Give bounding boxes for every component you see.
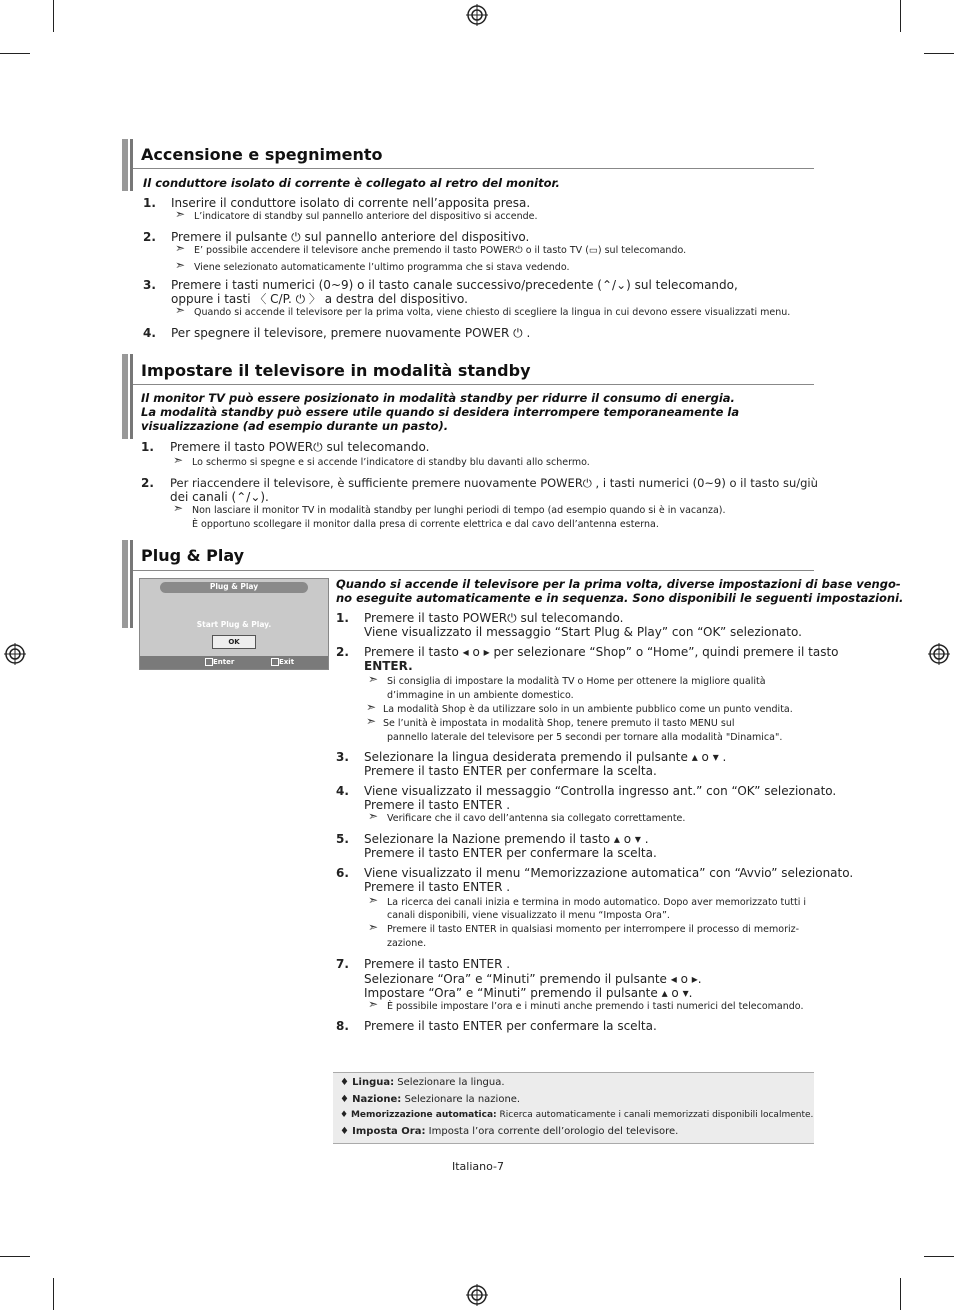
osd-title: Plug & Play <box>209 582 259 591</box>
crop-mark <box>900 1278 901 1310</box>
crop-mark <box>0 53 30 54</box>
note-arrow-icon: ➣ <box>175 207 186 221</box>
step-text: Premere il pulsante ⏻ sul pannello anteriore del dispositivo. <box>171 230 530 244</box>
step-text: Viene visualizzato il messaggio “Start Plug & Play” con “OK” selezionato. <box>364 625 802 639</box>
step-number: 7. <box>336 957 349 971</box>
osd-exit-label: Exit <box>279 658 295 666</box>
registration-mark-icon <box>466 4 488 26</box>
step-text: ENTER. <box>364 659 413 673</box>
glossary-desc: Selezionare la nazione. <box>404 1094 521 1105</box>
section-marker <box>122 540 128 628</box>
note-arrow-icon: ➣ <box>368 893 379 907</box>
glossary-item <box>340 1126 678 1137</box>
exit-icon <box>271 658 279 666</box>
note-text: Si consiglia di impostare la modalità TV o Home per ottenere la migliore qualità <box>387 676 766 687</box>
glossary-item <box>340 1077 505 1088</box>
glossary-box <box>333 1072 814 1144</box>
osd-message: Start Plug & Play. <box>196 620 272 629</box>
step-number: 4. <box>336 784 349 798</box>
section-marker <box>130 354 133 439</box>
note-arrow-icon: ➣ <box>175 258 186 272</box>
note-text: E’ possibile accendere il televisore anche premendo il tasto POWER⏻ o il tasto TV (▭) sul telecomando. <box>194 245 687 256</box>
step-number: 6. <box>336 866 349 880</box>
page-number: Italiano-7 <box>452 1160 505 1173</box>
note-text: Quando si accende il televisore per la prima volta, viene chiesto di scegliere la lingua in cui devono essere visualizzati menu. <box>194 307 791 318</box>
step-text: Premere il tasto ◂ o ▸ per selezionare “Shop” o “Home”, quindi premere il tasto <box>364 645 839 659</box>
note-arrow-icon: ➣ <box>368 997 379 1011</box>
section-intro: Il monitor TV può essere posizionato in modalità standby per ridurre il consumo di energia. <box>141 391 735 405</box>
step-number: 2. <box>141 476 154 490</box>
step-text: Premere il tasto ENTER . <box>364 798 511 812</box>
glossary-desc: Ricerca automaticamente i canali memorizzati disponibili localmente. <box>499 1110 814 1120</box>
step-text: Selezionare la lingua desiderata premendo il pulsante ▴ o ▾ . <box>364 750 727 764</box>
note-text: pannello laterale del televisore per 5 secondi per tornare alla modalità "Dinamica". <box>387 732 783 743</box>
step-text: oppure i tasti 〈 C/P. ⏻ 〉 a destra del dispositivo. <box>171 292 468 306</box>
crop-mark <box>924 1256 954 1257</box>
note-text: Premere il tasto ENTER in qualsiasi momento per interrompere il processo di memoriz- <box>387 924 800 935</box>
section-marker <box>130 139 133 191</box>
section-intro: visualizzazione (ad esempio durante un pasto). <box>141 419 449 433</box>
step-text: Premere il tasto ENTER per confermare la scelta. <box>364 764 657 778</box>
note-arrow-icon: ➣ <box>173 453 184 467</box>
step-text: Premere il tasto ENTER per confermare la scelta. <box>364 1019 657 1033</box>
note-text: La ricerca dei canali inizia e termina in modo automatico. Dopo aver memorizzato tutti i <box>387 897 807 908</box>
glossary-term: Memorizzazione automatica: <box>350 1110 497 1120</box>
glossary-term: Lingua: <box>352 1077 395 1088</box>
section-intro: no eseguite automaticamente e in sequenza. Sono disponibili le seguenti impostazioni. <box>336 591 904 605</box>
step-text: Premere il tasto ENTER . <box>364 880 511 894</box>
glossary-term: Nazione: <box>352 1094 402 1105</box>
enter-icon <box>205 658 213 666</box>
step-text: Selezionare la Nazione premendo il tasto ▴ o ▾ . <box>364 832 649 846</box>
section-intro: Il conduttore isolato di corrente è collegato al retro del monitor. <box>143 176 560 190</box>
step-text: Inserire il conduttore isolato di corrente nell’apposita presa. <box>171 196 531 210</box>
note-arrow-icon: ➣ <box>368 672 379 686</box>
plug-and-play-osd <box>139 578 329 670</box>
step-text: Per riaccendere il televisore, è sufficiente premere nuovamente POWER⏻ , i tasti numerici (0~9) o il tasto su/giù <box>170 476 818 490</box>
note-text: canali disponibili, viene visualizzato il menu “Imposta Ora”. <box>387 910 670 921</box>
registration-mark-icon <box>928 643 950 665</box>
step-text: Viene visualizzato il menu “Memorizzazione automatica” con “Avvio” selezionato. <box>364 866 854 880</box>
note-arrow-icon: ➣ <box>368 920 379 934</box>
step-number: 3. <box>143 278 156 292</box>
note-text: La modalità Shop è da utilizzare solo in un ambiente pubblico come un punto vendita. <box>383 704 793 715</box>
bullet-icon: ♦ <box>340 1126 349 1137</box>
note-text: Verificare che il cavo dell’antenna sia collegato correttamente. <box>387 813 686 824</box>
note-text: Lo schermo si spegne e si accende l’indicatore di standby blu davanti allo schermo. <box>192 457 590 468</box>
section-rule <box>133 384 814 385</box>
osd-enter-label: Enter <box>213 658 235 666</box>
note-arrow-icon: ➣ <box>366 714 377 728</box>
osd-ok-button: OK <box>212 635 256 649</box>
section-marker <box>122 354 128 439</box>
note-arrow-icon: ➣ <box>173 501 184 515</box>
section-title: Impostare il televisore in modalità standby <box>141 361 531 380</box>
glossary-item <box>340 1110 813 1120</box>
glossary-desc: Selezionare la lingua. <box>397 1077 505 1088</box>
step-number: 3. <box>336 750 349 764</box>
step-text: Viene visualizzato il messaggio “Controlla ingresso ant.” con “OK” selezionato. <box>364 784 837 798</box>
bullet-icon: ♦ <box>340 1077 349 1088</box>
step-text: Premere il tasto POWER⏻ sul telecomando. <box>364 611 624 625</box>
crop-mark <box>53 1278 54 1310</box>
crop-mark <box>0 1256 30 1257</box>
bullet-icon: ♦ <box>340 1094 349 1105</box>
step-number: 2. <box>336 645 349 659</box>
note-text: Se l’unità è impostata in modalità Shop, tenere premuto il tasto MENU sul <box>383 718 735 729</box>
note-text: Viene selezionato automaticamente l’ultimo programma che si stava vedendo. <box>194 262 570 273</box>
step-number: 5. <box>336 832 349 846</box>
glossary-desc: Imposta l’ora corrente dell’orologio del televisore. <box>428 1126 679 1137</box>
registration-mark-icon <box>466 1284 488 1306</box>
note-arrow-icon: ➣ <box>175 241 186 255</box>
note-text: L’indicatore di standby sul pannello anteriore del dispositivo si accende. <box>194 211 538 222</box>
section-intro: La modalità standby può essere utile quando si desidera interrompere temporaneamente la <box>141 405 740 419</box>
note-arrow-icon: ➣ <box>175 303 186 317</box>
step-text: Premere i tasti numerici (0~9) o il tasto canale successivo/precedente (⌃/⌄) sul telecomando, <box>171 278 738 292</box>
glossary-item <box>340 1094 520 1105</box>
step-text: Impostare “Ora” e “Minuti” premendo il pulsante ▴ o ▾. <box>364 986 693 1000</box>
crop-mark <box>924 53 954 54</box>
step-text: dei canali (⌃/⌄). <box>170 490 269 504</box>
glossary-term: Imposta Ora: <box>352 1126 426 1137</box>
step-number: 4. <box>143 326 156 340</box>
section-marker <box>122 139 128 191</box>
note-text: È opportuno scollegare il monitor dalla presa di corrente elettrica e dal cavo dell’antenna esterna. <box>192 519 659 530</box>
section-title: Accensione e spegnimento <box>141 145 383 164</box>
note-arrow-icon: ➣ <box>368 809 379 823</box>
registration-mark-icon <box>4 643 26 665</box>
step-number: 2. <box>143 230 156 244</box>
step-number: 1. <box>336 611 349 625</box>
step-number: 1. <box>143 196 156 210</box>
note-text: È possibile impostare l’ora e i minuti anche premendo i tasti numerici del telecomando. <box>387 1001 804 1012</box>
step-text: Premere il tasto POWER⏻ sul telecomando. <box>170 440 430 454</box>
step-text: Premere il tasto ENTER per confermare la scelta. <box>364 846 657 860</box>
section-marker <box>130 540 133 628</box>
bullet-icon: ♦ <box>340 1110 349 1120</box>
note-text: zazione. <box>387 938 427 949</box>
step-number: 8. <box>336 1019 349 1033</box>
crop-mark <box>53 0 54 32</box>
section-rule <box>133 570 814 571</box>
note-arrow-icon: ➣ <box>366 700 377 714</box>
step-number: 1. <box>141 440 154 454</box>
section-title: Plug & Play <box>141 546 245 565</box>
note-text: Non lasciare il monitor TV in modalità standby per lunghi periodi di tempo (ad esempio quando si è in vacanza). <box>192 505 726 516</box>
note-text: d’immagine in un ambiente domestico. <box>387 690 574 701</box>
step-text: Selezionare “Ora” e “Minuti” premendo il pulsante ◂ o ▸. <box>364 972 702 986</box>
step-text: Premere il tasto ENTER . <box>364 957 511 971</box>
section-intro: Quando si accende il televisore per la prima volta, diverse impostazioni di base vengo- <box>336 577 901 591</box>
step-text: Per spegnere il televisore, premere nuovamente POWER ⏻ . <box>171 326 531 340</box>
section-rule <box>133 168 814 169</box>
crop-mark <box>900 0 901 32</box>
